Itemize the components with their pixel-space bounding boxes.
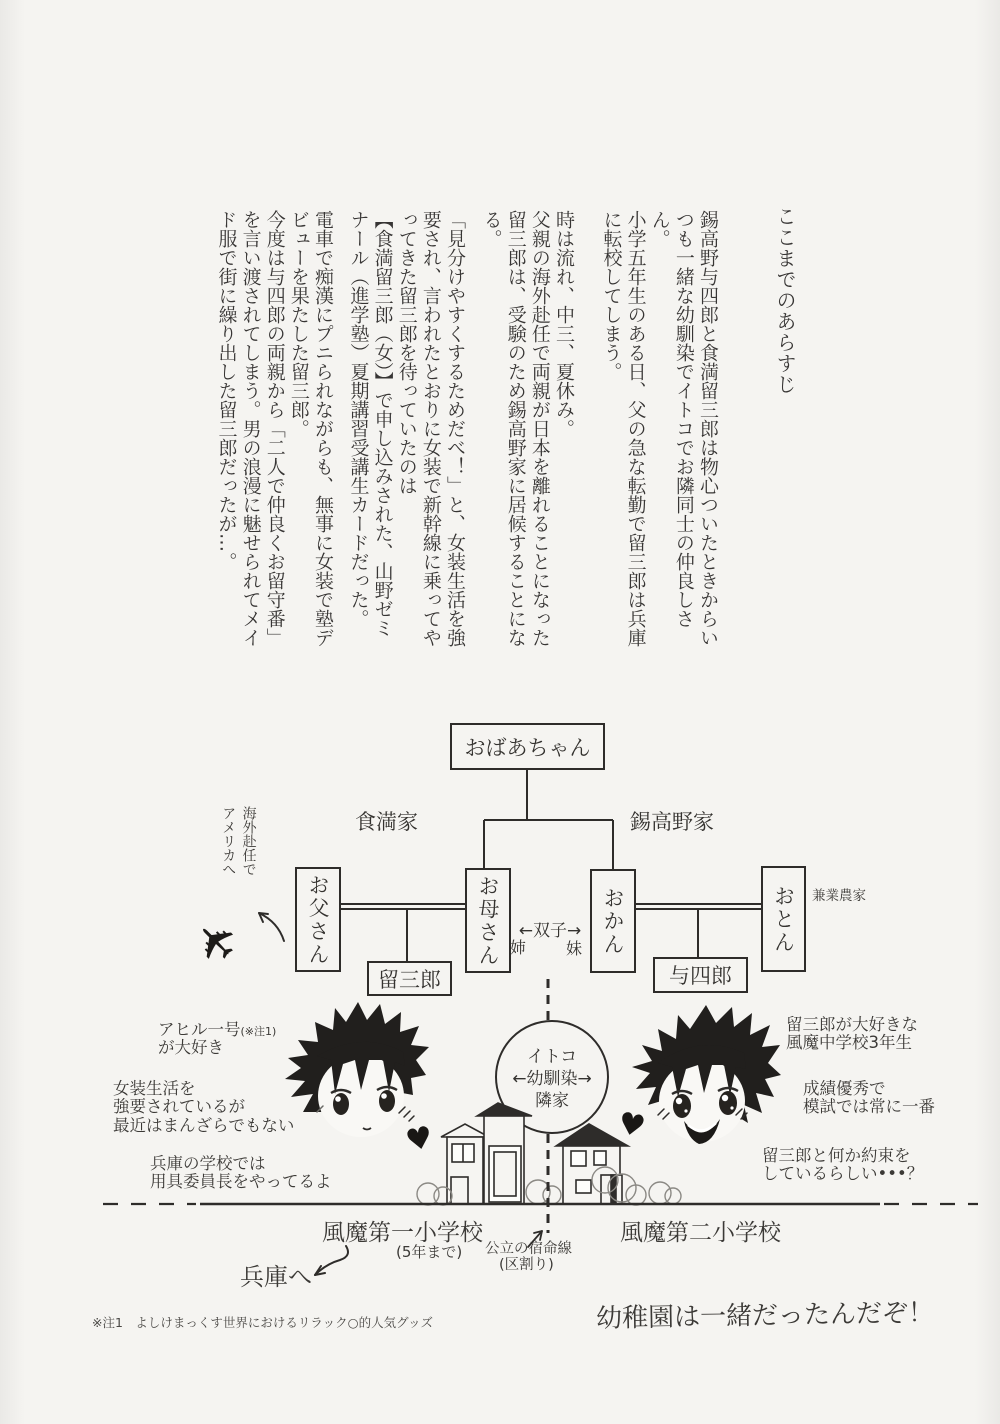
note-line: 女装生活を [113, 1079, 196, 1098]
school-first-label: 風魔第一小学校 [322, 1220, 483, 1246]
heart-icon: ♥ [614, 1105, 649, 1146]
kindergarten-note: 幼稚園は一緒だったんだぞ！ [595, 1298, 935, 1334]
footnote: ※注1 よしけまっくす世界におけるリラック○的人気グッズ [92, 1315, 433, 1330]
synopsis-line: 【食満留三郎（女）】で申し込みされた、山野ゼミナール（進学塾）夏期講習受講生カードだった。 [347, 210, 394, 638]
face-yoshirou [632, 1005, 781, 1144]
fate-line-label-2: (区割り) [499, 1257, 554, 1274]
plane-arrow [259, 913, 284, 941]
house-left [441, 1103, 532, 1204]
note-promise [762, 1147, 923, 1184]
note-excellent [803, 1080, 935, 1117]
face-rusaburou [285, 1002, 429, 1137]
relation-cousin: イトコ [526, 1047, 578, 1067]
synopsis-paragraph-3 [346, 210, 467, 656]
note-line: しているらしい•••？ [762, 1164, 924, 1184]
relation-neighbor: 隣家 [535, 1091, 569, 1111]
synopsis-paragraph-4 [214, 210, 335, 656]
farmer-note: 兼業農家 [812, 888, 866, 904]
note-line: 最近はまんざらでもない [113, 1115, 295, 1135]
family-label-suzukouya: 錫高野家 [630, 810, 714, 834]
overseas-line: アメリカへ [220, 806, 237, 876]
elder-sister-label: 姉 [510, 938, 527, 957]
overseas-note [218, 806, 259, 906]
heart-icon: ♥ [402, 1119, 437, 1160]
note-crossdress [113, 1080, 294, 1135]
synopsis-line: 小学五年生のある日、父の急な転勤で留三郎は兵庫に転校してしまう。 [600, 210, 647, 647]
note-duck-main: アヒル一号 [158, 1020, 241, 1039]
note-line: 風魔中学校3年生 [786, 1033, 912, 1053]
twins-label: ←双子→ [518, 921, 582, 941]
synopsis-line: 時は流れ、中三、夏休み。 [553, 210, 575, 438]
younger-sister-label: 妹 [566, 939, 583, 958]
synopsis-line: 電車で痴漢にプニられながらも、無事に女装で塾デビューを果たした留三郎。 [287, 210, 334, 647]
fate-line-label-1: 公立の宿命線 [485, 1241, 572, 1257]
family-label-shokuma: 食満家 [355, 810, 418, 834]
to-hyogo-label: 兵庫へ [240, 1263, 312, 1291]
synopsis-line: 今度は与四郎の両親から「二人で仲良くお留守番」を言い渡されてしまう。男の浪漫に魅せられてメイド服で街に繰り出した留三郎だったが…。 [215, 210, 286, 647]
note-duck [158, 1021, 276, 1058]
fate-line-label [485, 1241, 572, 1273]
box-oton: おとん [761, 866, 806, 972]
relation-childhood-friend: ←幼馴染→ [512, 1069, 592, 1089]
note-line: 強要されているが [113, 1097, 245, 1117]
note-duck-ref: (※注1) [240, 1025, 277, 1038]
note-line: 成績優秀で [803, 1079, 886, 1098]
note-line: 兵庫の学校では [150, 1154, 266, 1173]
note-line: 用具委員長をやってるよ [150, 1172, 332, 1192]
note-grade [786, 1016, 918, 1053]
note-line: 模試では常に一番 [803, 1097, 935, 1117]
hyogo-arrow [315, 1246, 348, 1275]
overseas-line: 海外赴任で [240, 806, 257, 876]
box-okan: おかん [590, 869, 636, 973]
synopsis-line: 「見分けやすくするためだべ！」と、女装生活を強要され、言われたとおりに女装で新幹線に乗ってやってきた留三郎を待っていたのは [395, 210, 466, 647]
note-line: 留三郎が大好きな [786, 1015, 918, 1034]
synopsis-paragraph-1 [599, 210, 720, 656]
note-line: 留三郎と何か約束を [762, 1146, 911, 1165]
synopsis-paragraph-2 [480, 210, 577, 656]
airplane-icon: ✈ [181, 905, 253, 977]
school-first-note: (5年まで) [396, 1243, 463, 1261]
box-yoshirou: 与四郎 [653, 957, 748, 993]
synopsis-line: 父親の海外赴任で両親が日本を離れることになった留三郎は、受験のため錫高野家に居候することになる。 [480, 210, 551, 647]
synopsis-line: 錫高野与四郎と食満留三郎は物心ついたときからいつも一緒な幼馴染でイトコでお隣同士の仲良しさん。 [648, 210, 719, 647]
box-grandmother: おばあちゃん [450, 723, 605, 770]
box-rusaburou: 留三郎 [367, 961, 452, 996]
school-second-label: 風魔第二小学校 [620, 1220, 781, 1246]
synopsis-heading: ここまでのあらすじ [773, 206, 797, 395]
relation-circle-text [496, 1046, 608, 1112]
box-father: お父さん [295, 867, 341, 972]
box-mother: お母さん [465, 868, 511, 973]
note-duck-line2: が大好き [158, 1038, 224, 1058]
note-hyogo-school [150, 1155, 332, 1192]
